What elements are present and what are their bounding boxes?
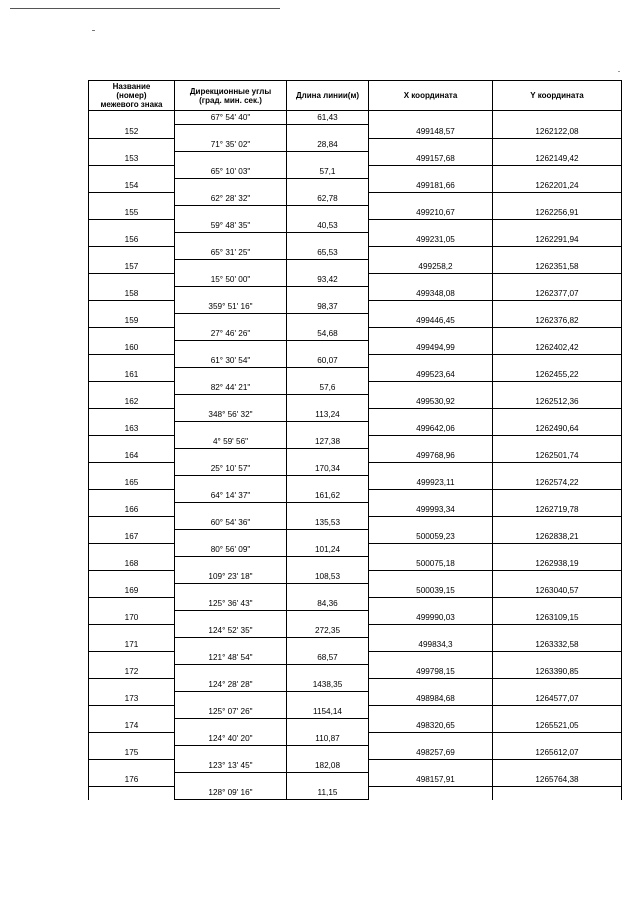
x-coordinate-cell: 499181,66 bbox=[369, 179, 493, 193]
direction-angle-cell: 65° 31' 25" bbox=[175, 246, 287, 260]
point-name-cell: 162 bbox=[89, 395, 175, 409]
point-row bbox=[89, 179, 622, 193]
point-name-cell: 155 bbox=[89, 206, 175, 220]
direction-angle-cell: 61° 30' 54" bbox=[175, 354, 287, 368]
point-name-cell: 165 bbox=[89, 476, 175, 490]
point-name-cell: 156 bbox=[89, 233, 175, 247]
point-row bbox=[89, 395, 622, 409]
point-name-cell: 161 bbox=[89, 368, 175, 382]
y-coordinate-cell: 1263040,57 bbox=[493, 584, 622, 598]
header-y-coordinate: Y координата bbox=[493, 81, 622, 111]
segment-row bbox=[89, 759, 622, 773]
line-length-cell: 61,43 bbox=[287, 111, 369, 125]
point-name-cell: 157 bbox=[89, 260, 175, 274]
line-length-cell: 84,36 bbox=[287, 597, 369, 611]
y-coordinate-cell: 1262574,22 bbox=[493, 476, 622, 490]
point-name-cell: 174 bbox=[89, 719, 175, 733]
line-length-cell: 170,34 bbox=[287, 462, 369, 476]
line-length-cell: 62,78 bbox=[287, 192, 369, 206]
line-length-cell: 127,38 bbox=[287, 435, 369, 449]
y-coordinate-cell: 1265521,05 bbox=[493, 719, 622, 733]
x-coordinate-cell: 499642,06 bbox=[369, 422, 493, 436]
line-length-cell: 1438,35 bbox=[287, 678, 369, 692]
direction-angle-cell: 124° 28' 28" bbox=[175, 678, 287, 692]
scan-speck bbox=[618, 71, 620, 72]
y-coordinate-cell: 1263332,58 bbox=[493, 638, 622, 652]
direction-angle-cell: 67° 54' 40" bbox=[175, 111, 287, 125]
point-name-cell: 153 bbox=[89, 152, 175, 166]
table-body bbox=[89, 111, 622, 800]
segment-row bbox=[89, 786, 622, 800]
header-line-length: Длина линии(м) bbox=[287, 81, 369, 111]
y-coordinate-cell: 1265612,07 bbox=[493, 746, 622, 760]
direction-angle-cell: 71° 35' 02" bbox=[175, 138, 287, 152]
segment-row bbox=[89, 408, 622, 422]
point-row bbox=[89, 152, 622, 166]
point-row bbox=[89, 692, 622, 706]
segment-row bbox=[89, 570, 622, 584]
direction-angle-cell: 65° 10' 03" bbox=[175, 165, 287, 179]
y-coordinate-cell: 1262149,42 bbox=[493, 152, 622, 166]
y-coordinate-cell: 1262490,64 bbox=[493, 422, 622, 436]
header-direction-angle: Дирекционные углы (град. мин. сек.) bbox=[175, 81, 287, 111]
point-name-cell: 167 bbox=[89, 530, 175, 544]
scan-speck bbox=[92, 30, 95, 31]
point-row bbox=[89, 638, 622, 652]
direction-angle-cell: 348° 56' 32" bbox=[175, 408, 287, 422]
y-coordinate-cell: 1262201,24 bbox=[493, 179, 622, 193]
point-row bbox=[89, 665, 622, 679]
line-length-cell: 65,53 bbox=[287, 246, 369, 260]
point-name-cell: 172 bbox=[89, 665, 175, 679]
line-length-cell: 98,37 bbox=[287, 300, 369, 314]
x-coordinate-cell: 499148,57 bbox=[369, 125, 493, 139]
point-name-cell: 154 bbox=[89, 179, 175, 193]
y-coordinate-cell: 1262455,22 bbox=[493, 368, 622, 382]
y-coordinate-cell: 1262351,58 bbox=[493, 260, 622, 274]
segment-row bbox=[89, 165, 622, 179]
y-coordinate-cell: 1262501,74 bbox=[493, 449, 622, 463]
line-length-cell: 101,24 bbox=[287, 543, 369, 557]
point-row bbox=[89, 314, 622, 328]
point-name-cell: 163 bbox=[89, 422, 175, 436]
point-row bbox=[89, 449, 622, 463]
direction-angle-cell: 62° 28' 32" bbox=[175, 192, 287, 206]
segment-row bbox=[89, 489, 622, 503]
line-length-cell: 110,87 bbox=[287, 732, 369, 746]
x-coordinate-cell: 499258,2 bbox=[369, 260, 493, 274]
point-row bbox=[89, 476, 622, 490]
segment-row bbox=[89, 273, 622, 287]
point-name-cell: 160 bbox=[89, 341, 175, 355]
direction-angle-cell: 27° 46' 26" bbox=[175, 327, 287, 341]
line-length-cell: 60,07 bbox=[287, 354, 369, 368]
y-coordinate-cell: 1263390,85 bbox=[493, 665, 622, 679]
direction-angle-cell: 124° 40' 20" bbox=[175, 732, 287, 746]
x-coordinate-cell: 498984,68 bbox=[369, 692, 493, 706]
y-coordinate-cell: 1262291,94 bbox=[493, 233, 622, 247]
y-coordinate-cell: 1262376,82 bbox=[493, 314, 622, 328]
x-coordinate-cell: 499798,15 bbox=[369, 665, 493, 679]
point-row bbox=[89, 503, 622, 517]
x-coordinate-cell: 498157,91 bbox=[369, 773, 493, 787]
header-x-coordinate: X координата bbox=[369, 81, 493, 111]
direction-angle-cell: 124° 52' 35" bbox=[175, 624, 287, 638]
point-row bbox=[89, 557, 622, 571]
segment-row bbox=[89, 705, 622, 719]
x-coordinate-cell: 499923,11 bbox=[369, 476, 493, 490]
y-coordinate-cell: 1262377,07 bbox=[493, 287, 622, 301]
point-row bbox=[89, 125, 622, 139]
y-coordinate-cell: 1264577,07 bbox=[493, 692, 622, 706]
segment-row bbox=[89, 246, 622, 260]
segment-row bbox=[89, 192, 622, 206]
x-coordinate-cell: 498257,69 bbox=[369, 746, 493, 760]
line-length-cell: 272,35 bbox=[287, 624, 369, 638]
point-name-cell: 168 bbox=[89, 557, 175, 571]
segment-row bbox=[89, 381, 622, 395]
point-row bbox=[89, 611, 622, 625]
segment-row bbox=[89, 219, 622, 233]
point-name-cell: 169 bbox=[89, 584, 175, 598]
point-row bbox=[89, 233, 622, 247]
x-coordinate-cell: 499210,67 bbox=[369, 206, 493, 220]
x-coordinate-cell: 499990,03 bbox=[369, 611, 493, 625]
point-name-cell: 164 bbox=[89, 449, 175, 463]
direction-angle-cell: 80° 56' 09" bbox=[175, 543, 287, 557]
x-coordinate-cell: 499446,45 bbox=[369, 314, 493, 328]
x-coordinate-cell: 499157,68 bbox=[369, 152, 493, 166]
y-coordinate-cell: 1262402,42 bbox=[493, 341, 622, 355]
direction-angle-cell: 4° 59' 56" bbox=[175, 435, 287, 449]
y-coordinate-cell: 1262938,19 bbox=[493, 557, 622, 571]
point-name-cell: 175 bbox=[89, 746, 175, 760]
segment-row bbox=[89, 678, 622, 692]
line-length-cell: 54,68 bbox=[287, 327, 369, 341]
segment-row bbox=[89, 300, 622, 314]
line-length-cell: 11,15 bbox=[287, 786, 369, 800]
point-row bbox=[89, 422, 622, 436]
line-length-cell: 1154,14 bbox=[287, 705, 369, 719]
direction-angle-cell: 82° 44' 21" bbox=[175, 381, 287, 395]
direction-angle-cell: 60° 54' 36" bbox=[175, 516, 287, 530]
direction-angle-cell: 125° 07' 26" bbox=[175, 705, 287, 719]
line-length-cell: 57,6 bbox=[287, 381, 369, 395]
x-coordinate-cell: 499993,34 bbox=[369, 503, 493, 517]
line-length-cell: 113,24 bbox=[287, 408, 369, 422]
direction-angle-cell: 15° 50' 00" bbox=[175, 273, 287, 287]
segment-row bbox=[89, 624, 622, 638]
point-name-cell: 170 bbox=[89, 611, 175, 625]
segment-row bbox=[89, 138, 622, 152]
point-name-cell: 166 bbox=[89, 503, 175, 517]
x-coordinate-cell: 500059,23 bbox=[369, 530, 493, 544]
x-coordinate-cell: 499231,05 bbox=[369, 233, 493, 247]
direction-angle-cell: 25° 10' 57" bbox=[175, 462, 287, 476]
y-coordinate-cell: 1265764,38 bbox=[493, 773, 622, 787]
line-length-cell: 135,53 bbox=[287, 516, 369, 530]
point-row bbox=[89, 530, 622, 544]
segment-row bbox=[89, 111, 622, 125]
segment-row bbox=[89, 327, 622, 341]
top-rule bbox=[10, 8, 280, 9]
y-coordinate-cell: 1262719,78 bbox=[493, 503, 622, 517]
x-coordinate-cell: 499834,3 bbox=[369, 638, 493, 652]
x-coordinate-cell: 499523,64 bbox=[369, 368, 493, 382]
segment-row bbox=[89, 462, 622, 476]
y-coordinate-cell: 1262122,08 bbox=[493, 125, 622, 139]
point-row bbox=[89, 260, 622, 274]
segment-row bbox=[89, 354, 622, 368]
point-name-cell: 152 bbox=[89, 125, 175, 139]
direction-angle-cell: 121° 48' 54" bbox=[175, 651, 287, 665]
x-coordinate-cell: 499348,08 bbox=[369, 287, 493, 301]
y-coordinate-cell: 1263109,15 bbox=[493, 611, 622, 625]
segment-row bbox=[89, 435, 622, 449]
point-row bbox=[89, 287, 622, 301]
direction-angle-cell: 109° 23' 18" bbox=[175, 570, 287, 584]
line-length-cell: 57,1 bbox=[287, 165, 369, 179]
direction-angle-cell: 359° 51' 16" bbox=[175, 300, 287, 314]
table-header-row bbox=[89, 81, 622, 111]
point-name-cell: 176 bbox=[89, 773, 175, 787]
y-coordinate-cell: 1262256,91 bbox=[493, 206, 622, 220]
line-length-cell: 68,57 bbox=[287, 651, 369, 665]
line-length-cell: 40,53 bbox=[287, 219, 369, 233]
point-name-cell: 158 bbox=[89, 287, 175, 301]
point-row bbox=[89, 746, 622, 760]
line-length-cell: 161,62 bbox=[287, 489, 369, 503]
x-coordinate-cell: 500039,15 bbox=[369, 584, 493, 598]
point-row bbox=[89, 719, 622, 733]
direction-angle-cell: 125° 36' 43" bbox=[175, 597, 287, 611]
direction-angle-cell: 64° 14' 37" bbox=[175, 489, 287, 503]
point-name-cell: 159 bbox=[89, 314, 175, 328]
line-length-cell: 108,53 bbox=[287, 570, 369, 584]
x-coordinate-cell: 499494,99 bbox=[369, 341, 493, 355]
line-length-cell: 28,84 bbox=[287, 138, 369, 152]
segment-row bbox=[89, 732, 622, 746]
header-point-name: Название (номер) межевого знака bbox=[89, 81, 175, 111]
point-name-cell: 171 bbox=[89, 638, 175, 652]
point-row bbox=[89, 773, 622, 787]
x-coordinate-cell: 499768,96 bbox=[369, 449, 493, 463]
point-row bbox=[89, 206, 622, 220]
y-coordinate-cell: 1262512,36 bbox=[493, 395, 622, 409]
boundary-coordinates-table bbox=[88, 80, 622, 800]
direction-angle-cell: 59° 48' 35" bbox=[175, 219, 287, 233]
x-coordinate-cell: 498320,65 bbox=[369, 719, 493, 733]
point-row bbox=[89, 584, 622, 598]
segment-row bbox=[89, 651, 622, 665]
line-length-cell: 93,42 bbox=[287, 273, 369, 287]
x-coordinate-cell: 500075,18 bbox=[369, 557, 493, 571]
point-row bbox=[89, 368, 622, 382]
line-length-cell: 182,08 bbox=[287, 759, 369, 773]
point-name-cell: 173 bbox=[89, 692, 175, 706]
point-row bbox=[89, 341, 622, 355]
segment-row bbox=[89, 597, 622, 611]
segment-row bbox=[89, 516, 622, 530]
direction-angle-cell: 128° 09' 16" bbox=[175, 786, 287, 800]
direction-angle-cell: 123° 13' 45" bbox=[175, 759, 287, 773]
y-coordinate-cell: 1262838,21 bbox=[493, 530, 622, 544]
x-coordinate-cell: 499530,92 bbox=[369, 395, 493, 409]
segment-row bbox=[89, 543, 622, 557]
